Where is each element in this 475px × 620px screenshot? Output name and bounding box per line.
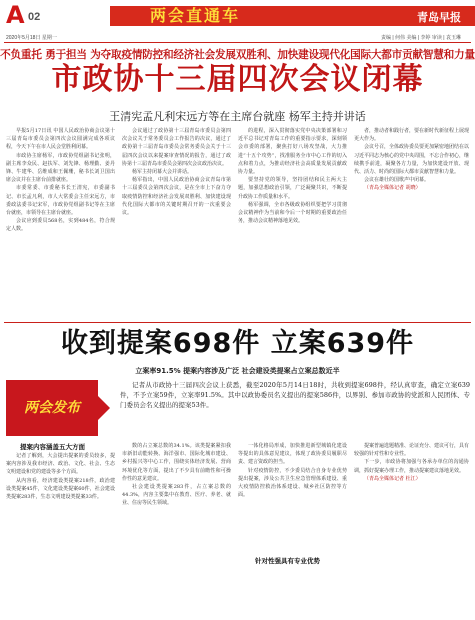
paragraph: 市委常委、市委秘书长王清宪，市委副书记、市长孟凡利，市人大常委会主任宋远方，市委政法委书记宋军，市政协党组副书记等在主席台就座，市领导在主席台就座。 bbox=[6, 185, 115, 217]
release-badge-label: 两会发布 bbox=[24, 400, 80, 416]
story1-column-3 bbox=[238, 127, 347, 317]
story1-subhead: 王清宪孟凡利宋远方等在主席台就座 杨军主持并讲话 bbox=[109, 110, 366, 123]
issue-date: 2020年5月18日 星期一 bbox=[6, 35, 57, 41]
story1-column-2 bbox=[122, 127, 231, 317]
editor-credits: 责编 | 何伟 美编 | 李婷 审读 | 袁玉琳 bbox=[380, 35, 461, 41]
story1-column-4 bbox=[354, 127, 469, 317]
paragraph: 社会建设类提案283件，占立案总数的44.3%，内容主要集中在教育、医疗、养老、就业、住房等民生领域。 bbox=[122, 484, 231, 507]
paragraph: 数的占立案总数的34.1%。该类提案紧扣我市新旧动能转换、海洋强市、国际化城市建设、乡村振兴等中心工作，围绕实体经济发展、营商环境优化等方面，提出了不少具有前瞻性和可操作性的意见建议。 bbox=[122, 443, 231, 482]
paragraph: 者，推动者和践行者，要在新时代新征程上展现更大作为。 bbox=[354, 128, 469, 143]
paragraph: 记者了解到，大会提出提案的委员较多，提案内容涉及我市经济、政治、文化、社会、生态文明建设和党的建设等多个方面。 bbox=[6, 453, 115, 476]
paragraph: 会议通过了政协第十三届青岛市委员会第四次会议关于常务委员会工作报告的决议，通过了政协第十三届青岛市委员会常务委员会关于十三届四次会议以来提案审查情况的报告，通过了政协第十三届青岛市委员会第四次会议政治决议。 bbox=[122, 128, 231, 167]
story1-kicker: 不负重托 勇于担当 为夺取疫情防控和经济社会发展双胜利、加快建设现代化国际大都市贡献智慧和力量 bbox=[0, 49, 475, 61]
story2-column-4 bbox=[354, 442, 469, 616]
column-title: 两会直通车 bbox=[150, 6, 241, 25]
story1-credit: （青岛全媒体记者 胡晓） bbox=[364, 185, 421, 192]
story2-column-3 bbox=[238, 442, 347, 552]
paragraph: 杨军主持闭幕大会并讲话。 bbox=[132, 169, 193, 176]
story2-credit: （青岛全媒体记者 杜江） bbox=[364, 475, 421, 482]
section-heading-advantage: 针对性强具有专业优势 bbox=[255, 557, 320, 565]
paragraph: 杨军强调，全市各级政协组织要把学习贯彻会议精神作为当前和今后一个时期的重要政治任务，推动会议精神落地见效。 bbox=[238, 201, 347, 225]
story2-column-1 bbox=[6, 452, 115, 616]
badge-arrow-icon bbox=[98, 396, 110, 420]
section-heading-content: 提案内容涵盖五大方面 bbox=[20, 443, 85, 451]
header-rule bbox=[4, 42, 471, 43]
paragraph: 的进程，深入贯彻落实党中央决策部署和习近平总书记对青岛工作的重要指示要求，深刻领会市委的部署，聚焦打好八场攻坚战，大力推进“十五个攻势”，找准服务全市中心工作的切入点和着力点，为推动经济社会高质量发展贡献政协力量。 bbox=[238, 128, 347, 176]
story1-headline: 市政协十三届四次会议闭幕 bbox=[51, 62, 424, 97]
paragraph: 杨军指出，中国人民政治协商会议青岛市第十三届委员会第四次会议，是在全市上下奋力夺取疫情防控和经济社会发展双胜利、加快建设现代化国际大都市的关键时期召开的一次重要会议。 bbox=[122, 177, 231, 217]
masthead bbox=[0, 0, 475, 34]
story2-intro bbox=[120, 380, 470, 410]
release-badge bbox=[6, 380, 98, 436]
section-divider bbox=[4, 322, 471, 323]
story2-headline: 收到提案698件 立案639件 bbox=[60, 328, 415, 359]
page-number: 02 bbox=[28, 11, 41, 23]
paragraph: 下一步，市政协将加强与各承办单位的沟通协调，抓好提案办理工作，推动提案建议落地见效。 bbox=[354, 459, 469, 474]
paragraph: 从内容看，经济建设类提案218件，政治建设类提案45件，文化建设类提案60件，社会建设类提案283件，生态文明建设类提案33件。 bbox=[6, 477, 115, 501]
paragraph: 早报5月17日讯 中国人民政治协商会议第十三届青岛市委员会第四次会议圆满完成各项议程，今天下午在市人民会堂胜利闭幕。 bbox=[6, 128, 115, 151]
paragraph: 会议应到委员568名，实到484名，符合规定人数。 bbox=[6, 218, 115, 233]
paragraph: 针对疫情防控，不少委员结合自身专业优势提出提案，涉及公共卫生应急管理体系建设、重大疫情防控救治体系建设、城乡社区防控等方面。 bbox=[238, 467, 347, 499]
story1-column-1 bbox=[6, 127, 115, 317]
page-section-letter: A bbox=[6, 1, 25, 29]
paragraph: 市政协主席杨军，市政协党组副书记张明，副主席李众民、赵扶军、刘先锋、杨理勤、姜丹锋、牛建华、岳维成和王佩珊，秘书长刘卫国出席会议并在主席台前排就座。 bbox=[6, 152, 115, 184]
paragraph: 会议号召，全体政协委员要更加紧密地团结在以习近平同志为核心的党中央周围，不忘合作初心，继续携手前进，凝聚各方力量，为加快建设开放、现代、活力、时尚的国际大都市贡献智慧和力量。 bbox=[354, 144, 469, 176]
paragraph: 记者从市政协十三届四次会议上获悉，截至2020年5月14日18时，共收到提案698件，经认真审查，确定立案639件，不予立案59件，立案率91.5%。其中以政协委员名义提出的提案586件，以界别、参加市政协的党派和人民团体、专门委员会名义提出的提案53件。 bbox=[120, 381, 470, 409]
paragraph: 一体化格局形成，加快推进新型城镇化建设等提出的具体意见建议，体现了政协委员履职尽责、建言资政的担当。 bbox=[238, 443, 347, 466]
paragraph: 提案普遍选题精准、论证充分、建议可行，具有较强的针对性和专业性。 bbox=[354, 443, 469, 458]
story2-subhead: 立案率91.5% 提案内容涉及广泛 社会建设类提案占立案总数近半 bbox=[135, 367, 340, 375]
story2-column-2 bbox=[122, 442, 231, 616]
paragraph: 要坚持党的领导，坚持团结和民主两大主题，加强思想政治引领，广泛凝聚共识，不断提升政协工作质量和水平。 bbox=[238, 177, 347, 200]
paragraph: 会议在雄壮的国歌声中闭幕。 bbox=[364, 177, 430, 184]
newspaper-logo: 青岛早报 bbox=[417, 11, 461, 24]
